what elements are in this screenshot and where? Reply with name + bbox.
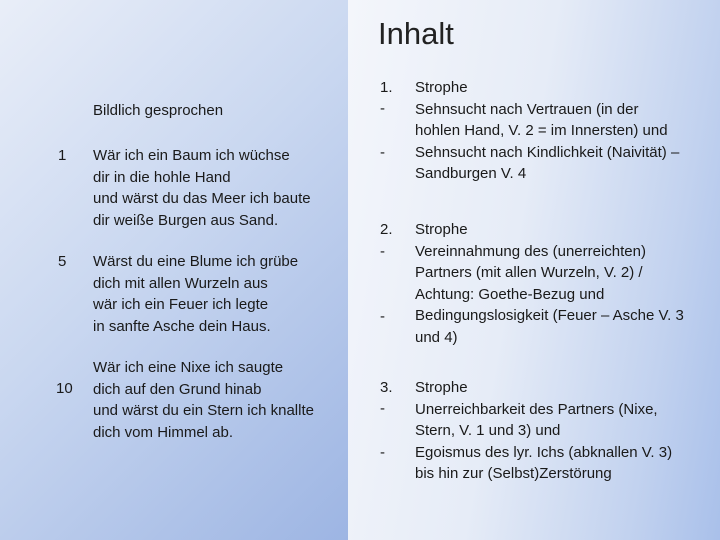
analysis-item-3	[415, 377, 715, 485]
poem-line: wär ich ein Feuer ich legte	[93, 296, 269, 313]
analysis-line: hohlen Hand, V. 2 = im Innersten) und	[415, 122, 668, 140]
poem-stanza-3	[93, 357, 314, 443]
poem-line: dir in die hohle Hand	[93, 168, 231, 186]
line-number-1: 1	[58, 147, 67, 164]
analysis-item-number: 3.	[380, 379, 393, 396]
slide-title: Inhalt	[378, 16, 454, 51]
analysis-bullet: -	[380, 444, 385, 461]
poem-line: und wärst du das Meer ich baute	[93, 190, 311, 207]
poem-line: Wärst du eine Blume ich grübe	[93, 253, 299, 270]
analysis-line: Stern, V. 1 und 3) und	[415, 422, 561, 440]
analysis-line: Sehnsucht nach Vertrauen (in der	[415, 100, 639, 118]
poem-line: Wär ich ein Baum ich wüchse	[93, 147, 290, 164]
analysis-line: Unerreichbarkeit des Partners (Nixe,	[415, 400, 658, 418]
analysis-line: Sandburgen V. 4	[415, 165, 527, 183]
poem-line: dich auf den Grund hinab	[93, 380, 262, 398]
analysis-line: Strophe	[415, 79, 468, 96]
analysis-line: Strophe	[415, 221, 468, 238]
line-number-10: 10	[56, 380, 73, 397]
analysis-line: Partners (mit allen Wurzeln, V. 2) /	[415, 264, 643, 282]
poem-title: Bildlich gesprochen	[93, 102, 224, 119]
analysis-item-2	[415, 219, 715, 349]
analysis-line: Egoismus des lyr. Ichs (abknallen V. 3)	[415, 443, 673, 461]
analysis-bullet: -	[380, 400, 385, 417]
poem-stanza-2	[93, 251, 298, 337]
analysis-item-number: 2.	[380, 221, 393, 238]
analysis-line: und 4)	[415, 328, 458, 346]
poem-line: dir weiße Burgen aus Sand.	[93, 211, 279, 229]
analysis-bullet: -	[380, 243, 385, 260]
analysis-bullet: -	[380, 100, 385, 117]
poem-line: und wärst du ein Stern ich knallte	[93, 402, 314, 419]
poem-line: in sanfte Asche dein Haus.	[93, 317, 271, 335]
poem-line: dich mit allen Wurzeln aus	[93, 274, 268, 292]
analysis-line: Achtung: Goethe-Bezug und	[415, 285, 605, 303]
analysis-bullet: -	[380, 144, 385, 161]
analysis-line: Sehnsucht nach Kindlichkeit (Naivität) –	[415, 143, 680, 161]
poem-line: Wär ich eine Nixe ich saugte	[93, 359, 284, 376]
analysis-item-number: 1.	[380, 79, 393, 96]
line-number-5: 5	[58, 253, 67, 270]
analysis-line: Bedingungslosigkeit (Feuer – Asche V. 3	[415, 307, 684, 325]
analysis-bullet: -	[380, 308, 385, 325]
analysis-line: Strophe	[415, 379, 468, 396]
analysis-line: bis hin zur (Selbst)Zerstörung	[415, 465, 612, 483]
analysis-item-1	[415, 77, 715, 185]
poem-line: dich vom Himmel ab.	[93, 423, 234, 441]
analysis-line: Vereinnahmung des (unerreichten)	[415, 242, 646, 260]
poem-stanza-1	[93, 145, 311, 231]
